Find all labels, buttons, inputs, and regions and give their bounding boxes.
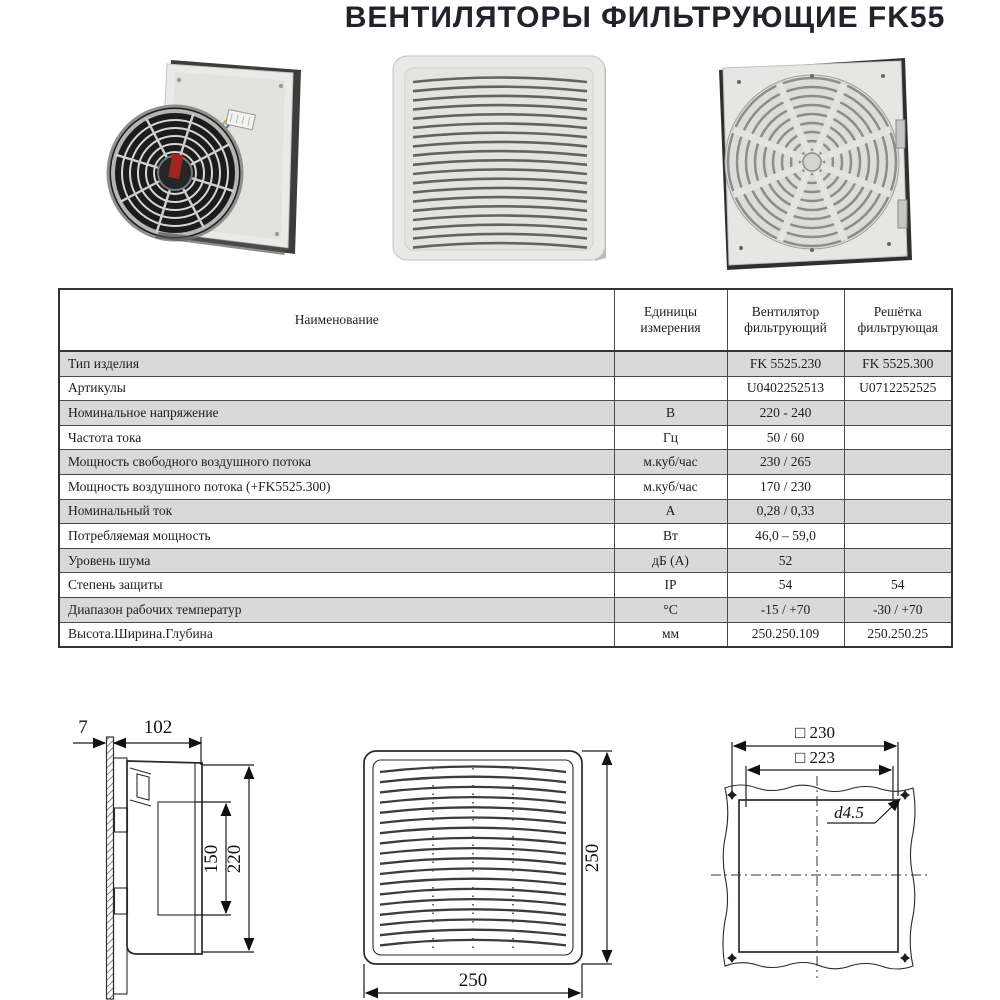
row-fan-value: 250.250.109 [727,622,844,647]
dim-inner-height: 150 [201,844,222,874]
row-grille-value: U0712252525 [844,376,952,401]
drawing-louvers [380,767,566,946]
row-grille-value [844,450,952,475]
row-unit: дБ (А) [614,548,727,573]
row-fan-value: FK 5525.230 [727,351,844,376]
photo-fan-rear-view [75,50,325,270]
dim-height: 250 [582,843,603,873]
table-row [59,622,952,647]
table-row [59,499,952,524]
row-unit: °С [614,597,727,622]
row-name: Диапазон рабочих температур [59,597,614,622]
row-name: Тип изделия [59,351,614,376]
row-fan-value: 0,28 / 0,33 [727,499,844,524]
table-row [59,548,952,573]
row-unit: В [614,401,727,426]
row-name: Мощность свободного воздушного потока [59,450,614,475]
table-row [59,450,952,475]
row-unit: IP [614,573,727,598]
row-grille-value: -30 / +70 [844,597,952,622]
row-name: Номинальное напряжение [59,401,614,426]
row-fan-value: U0402252513 [727,376,844,401]
row-fan-value: 170 / 230 [727,474,844,499]
row-unit [614,376,727,401]
row-grille-value [844,401,952,426]
drawing-side-view [45,702,295,1000]
col-header-name: Наименование [59,289,614,351]
row-name: Степень защиты [59,573,614,598]
table-row [59,474,952,499]
row-fan-value: 50 / 60 [727,425,844,450]
row-name: Номинальный ток [59,499,614,524]
table-row [59,401,952,426]
dim-outer-square: □ 230 [794,723,836,742]
row-fan-value: 46,0 – 59,0 [727,524,844,549]
row-unit: мм [614,622,727,647]
dim-panel-thickness: 7 [78,717,88,738]
row-grille-value [844,499,952,524]
row-unit: Вт [614,524,727,549]
row-fan-value: 52 [727,548,844,573]
drawing-mounting-cutout [703,712,938,982]
table-row [59,425,952,450]
spec-table [58,288,953,648]
photo-grille-front-view [385,52,615,267]
row-unit: м.куб/час [614,450,727,475]
row-unit: Гц [614,425,727,450]
row-fan-value: 230 / 265 [727,450,844,475]
row-fan-value: -15 / +70 [727,597,844,622]
row-name: Частота тока [59,425,614,450]
row-unit [614,351,727,376]
row-grille-value [844,474,952,499]
row-name: Мощность воздушного потока (+FK5525.300) [59,474,614,499]
row-name: Высота.Ширина.Глубина [59,622,614,647]
dim-outer-height: 220 [224,844,245,874]
table-row [59,524,952,549]
row-grille-value [844,425,952,450]
drawing-front-view [348,710,618,1000]
table-row [59,597,952,622]
col-header-grille: Решётка фильтрующая [844,289,952,351]
row-grille-value [844,548,952,573]
dim-depth: 102 [143,717,173,738]
table-row [59,573,952,598]
col-header-fan: Вентилятор фильтрующий [727,289,844,351]
row-grille-value: 250.250.25 [844,622,952,647]
row-grille-value: 54 [844,573,952,598]
dim-width: 250 [458,970,488,991]
row-unit: м.куб/час [614,474,727,499]
page-title: ВЕНТИЛЯТОРЫ ФИЛЬТРУЮЩИЕ FK55 [344,1,946,34]
photo-grille-rear-view [693,52,928,274]
dim-inner-square: □ 223 [794,748,836,767]
row-fan-value: 54 [727,573,844,598]
row-name: Артикулы [59,376,614,401]
row-unit: А [614,499,727,524]
row-name: Уровень шума [59,548,614,573]
table-row [59,351,952,376]
header-row [59,289,952,351]
row-fan-value: 220 - 240 [727,401,844,426]
row-name: Потребляемая мощность [59,524,614,549]
row-grille-value: FK 5525.300 [844,351,952,376]
dim-hole-diameter: d4.5 [834,803,864,822]
col-header-units: Единицы измерения [614,289,727,351]
table-row [59,376,952,401]
row-grille-value [844,524,952,549]
